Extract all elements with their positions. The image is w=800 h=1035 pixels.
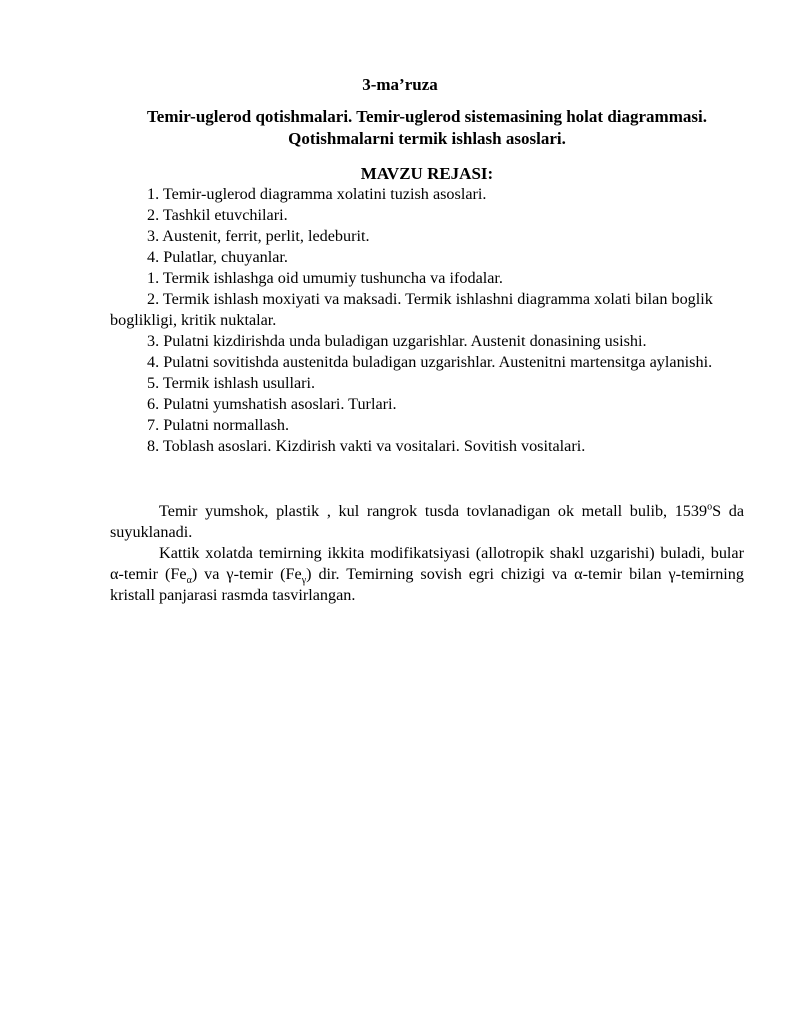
body-text: [110, 501, 744, 606]
plan-item: 5. Termik ishlash usullari.: [147, 374, 316, 392]
plan-item: 1. Temir-uglerod diagramma xolatini tuzish asoslari.: [147, 185, 487, 203]
lecture-title-line-2: Qotishmalarni termik ishlash asoslari.: [288, 129, 566, 148]
paragraph-text: ) dir. Temirning sovish egri chizigi va α-temir bilan γ-temirning kristall panjarasi rasmda tasvirlangan.: [110, 565, 744, 604]
paragraph-iron-properties: [110, 501, 744, 543]
degree-superscript: o: [707, 501, 713, 513]
paragraph-text: ) va γ-temir (Fe: [191, 565, 302, 583]
plan-item: 1. Termik ishlashga oid umumiy tushuncha va ifodalar.: [147, 269, 503, 287]
plan-item: 6. Pulatni yumshatish asoslari. Turlari.: [147, 395, 397, 413]
plan-item: 2. Tashkil etuvchilari.: [147, 206, 288, 224]
paragraph-iron-modifications: [110, 543, 744, 606]
plan-item: 3. Austenit, ferrit, perlit, ledeburit.: [147, 227, 370, 245]
paragraph-text: S da suyuklanadi.: [110, 502, 745, 541]
plan-item: 3. Pulatni kizdirishda unda buladigan uzgarishlar. Austenit donasining usishi.: [147, 332, 647, 350]
plan-heading: MAVZU REJASI:: [360, 164, 494, 183]
alpha-subscript: α: [186, 575, 192, 587]
plan-item: 4. Pulatni sovitishda austenitda buladigan uzgarishlar. Austenitni martensitga aylanishi.: [147, 353, 713, 371]
plan-item: 8. Toblash asoslari. Kizdirish vakti va vositalari. Sovitish vositalari.: [147, 437, 586, 455]
plan-list: [110, 184, 750, 457]
plan-item: 7. Pulatni normallash.: [147, 416, 290, 434]
lecture-title-line-1: Temir-uglerod qotishmalari. Temir-uglerod sistemasining holat diagrammasi.: [147, 107, 707, 126]
lecture-number: 3-ma’ruza: [362, 75, 438, 94]
plan-item: 4. Pulatlar, chuyanlar.: [147, 248, 288, 266]
paragraph-text: Temir yumshok, plastik , kul rangrok tusda tovlanadigan ok metall bulib, 1539: [159, 502, 708, 520]
plan-item: 2. Termik ishlash moxiyati va maksadi. Termik ishlashni diagramma xolati bilan boglik boglikligi, kritik nuktalar.: [110, 290, 713, 329]
lecture-title: [110, 106, 744, 150]
gamma-subscript: γ: [301, 575, 307, 587]
paragraph-text: Kattik xolatda temirning ikkita modifikatsiyasi (allotropik shakl uzgarishi) buladi, bular α-temir (Fe: [110, 544, 744, 583]
